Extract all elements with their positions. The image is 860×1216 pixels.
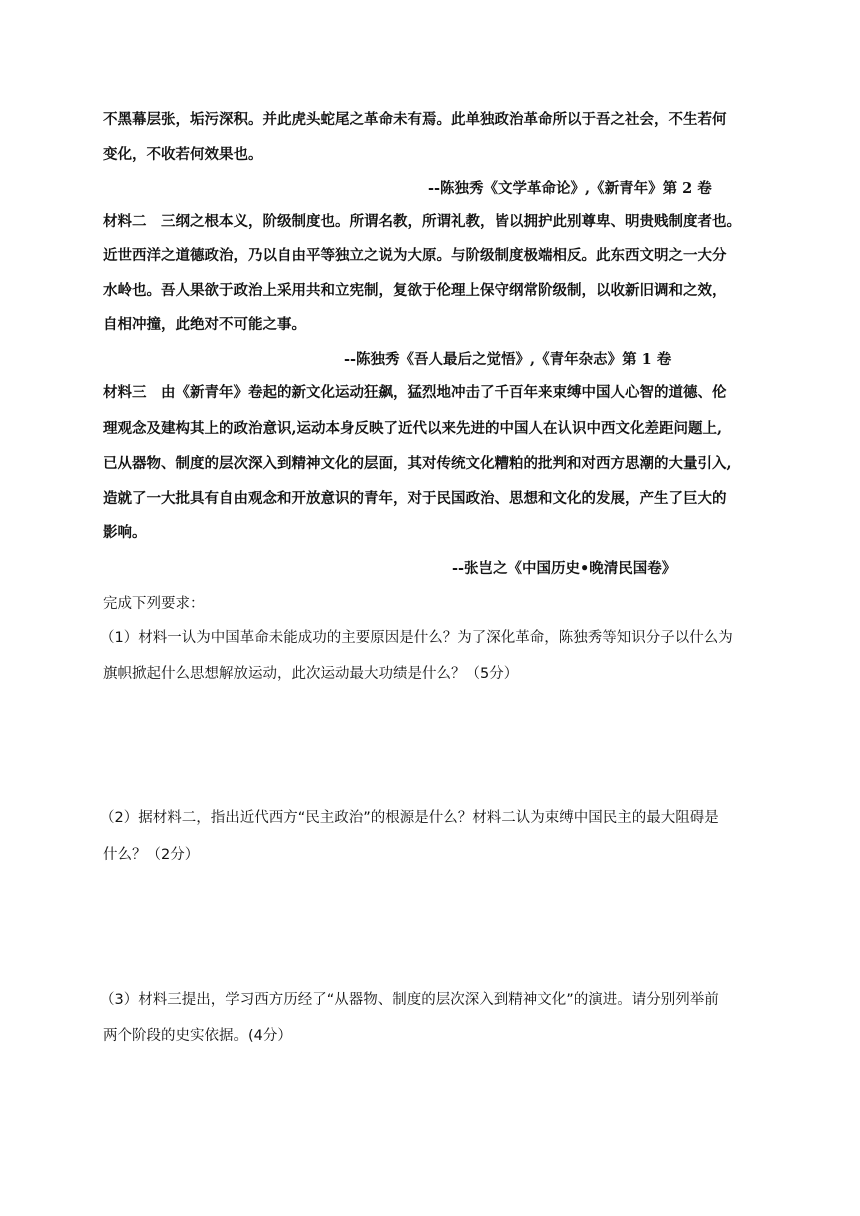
question-3-line-2: 两个阶段的史实依据。(4分） bbox=[103, 1028, 292, 1044]
material2-line-4: 自相冲撞，此绝对不可能之事。 bbox=[103, 316, 306, 333]
material3-line-4: 造就了一大批具有自由观念和开放意识的青年，对于民国政治、思想和文化的发展，产生了巨大的 bbox=[103, 490, 727, 507]
material2-line-2: 近世西洋之道德政治，乃以自由平等独立之说为大原。与阶级制度极端相反。此东西文明之一大分 bbox=[103, 247, 727, 264]
material1-line-2: 变化，不收若何效果也。 bbox=[103, 146, 263, 163]
question-3-line-1: （3）材料三提出，学习西方历经了“从器物、制度的层次深入到精神文化”的演进。请分别列举前 bbox=[100, 992, 719, 1008]
material1-line-1: 不黑幕层张，垢污深积。并此虎头蛇尾之革命未有焉。此单独政治革命所以于吾之社会，不生若何 bbox=[103, 111, 727, 128]
material3-line-2: 理观念及建构其上的政治意识,运动本身反映了近代以来先进的中国人在认识中西文化差距问题上, bbox=[103, 420, 723, 437]
question-1-line-1: （1）材料一认为中国革命未能成功的主要原因是什么？为了深化革命，陈独秀等知识分子以什么为 bbox=[100, 630, 733, 646]
question-1-line-2: 旗帜掀起什么思想解放运动，此次运动最大功绩是什么？（5分） bbox=[103, 666, 519, 682]
instruction-text: 完成下列要求： bbox=[103, 596, 205, 612]
question-2-line-2: 什么？（2分） bbox=[103, 847, 200, 863]
material3-line-5: 影响。 bbox=[103, 524, 147, 541]
material2-line-1: 材料二 三纲之根本义，阶级制度也。所谓名教，所谓礼教，皆以拥护此别尊卑、明贵贱制度者也。 bbox=[103, 213, 741, 230]
material3-line-3: 已从器物、制度的层次深入到精神文化的层面，其对传统文化糟粕的批判和对西方思潮的大量引入, bbox=[103, 455, 732, 472]
material3-line-1: 材料三 由《新青年》卷起的新文化运动狂飙，猛烈地冲击了千百年来束缚中国人心智的道德、伦 bbox=[103, 384, 727, 401]
material1-source: --陈独秀《文学革命论》,《新青年》第 2 卷 bbox=[428, 180, 712, 197]
question-2-line-1: （2）据材料二，指出近代西方“民主政治”的根源是什么？材料二认为束缚中国民主的最大阻碍是 bbox=[100, 810, 719, 826]
material2-line-3: 水岭也。吾人果欲于政治上采用共和立宪制，复欲于伦理上保守纲常阶级制，以收新旧调和之效， bbox=[103, 282, 727, 299]
material3-source: --张岂之《中国历史•晚清民国卷》 bbox=[452, 560, 677, 577]
material2-source: --陈独秀《吾人最后之觉悟》,《青年杂志》第 1 卷 bbox=[344, 351, 672, 368]
